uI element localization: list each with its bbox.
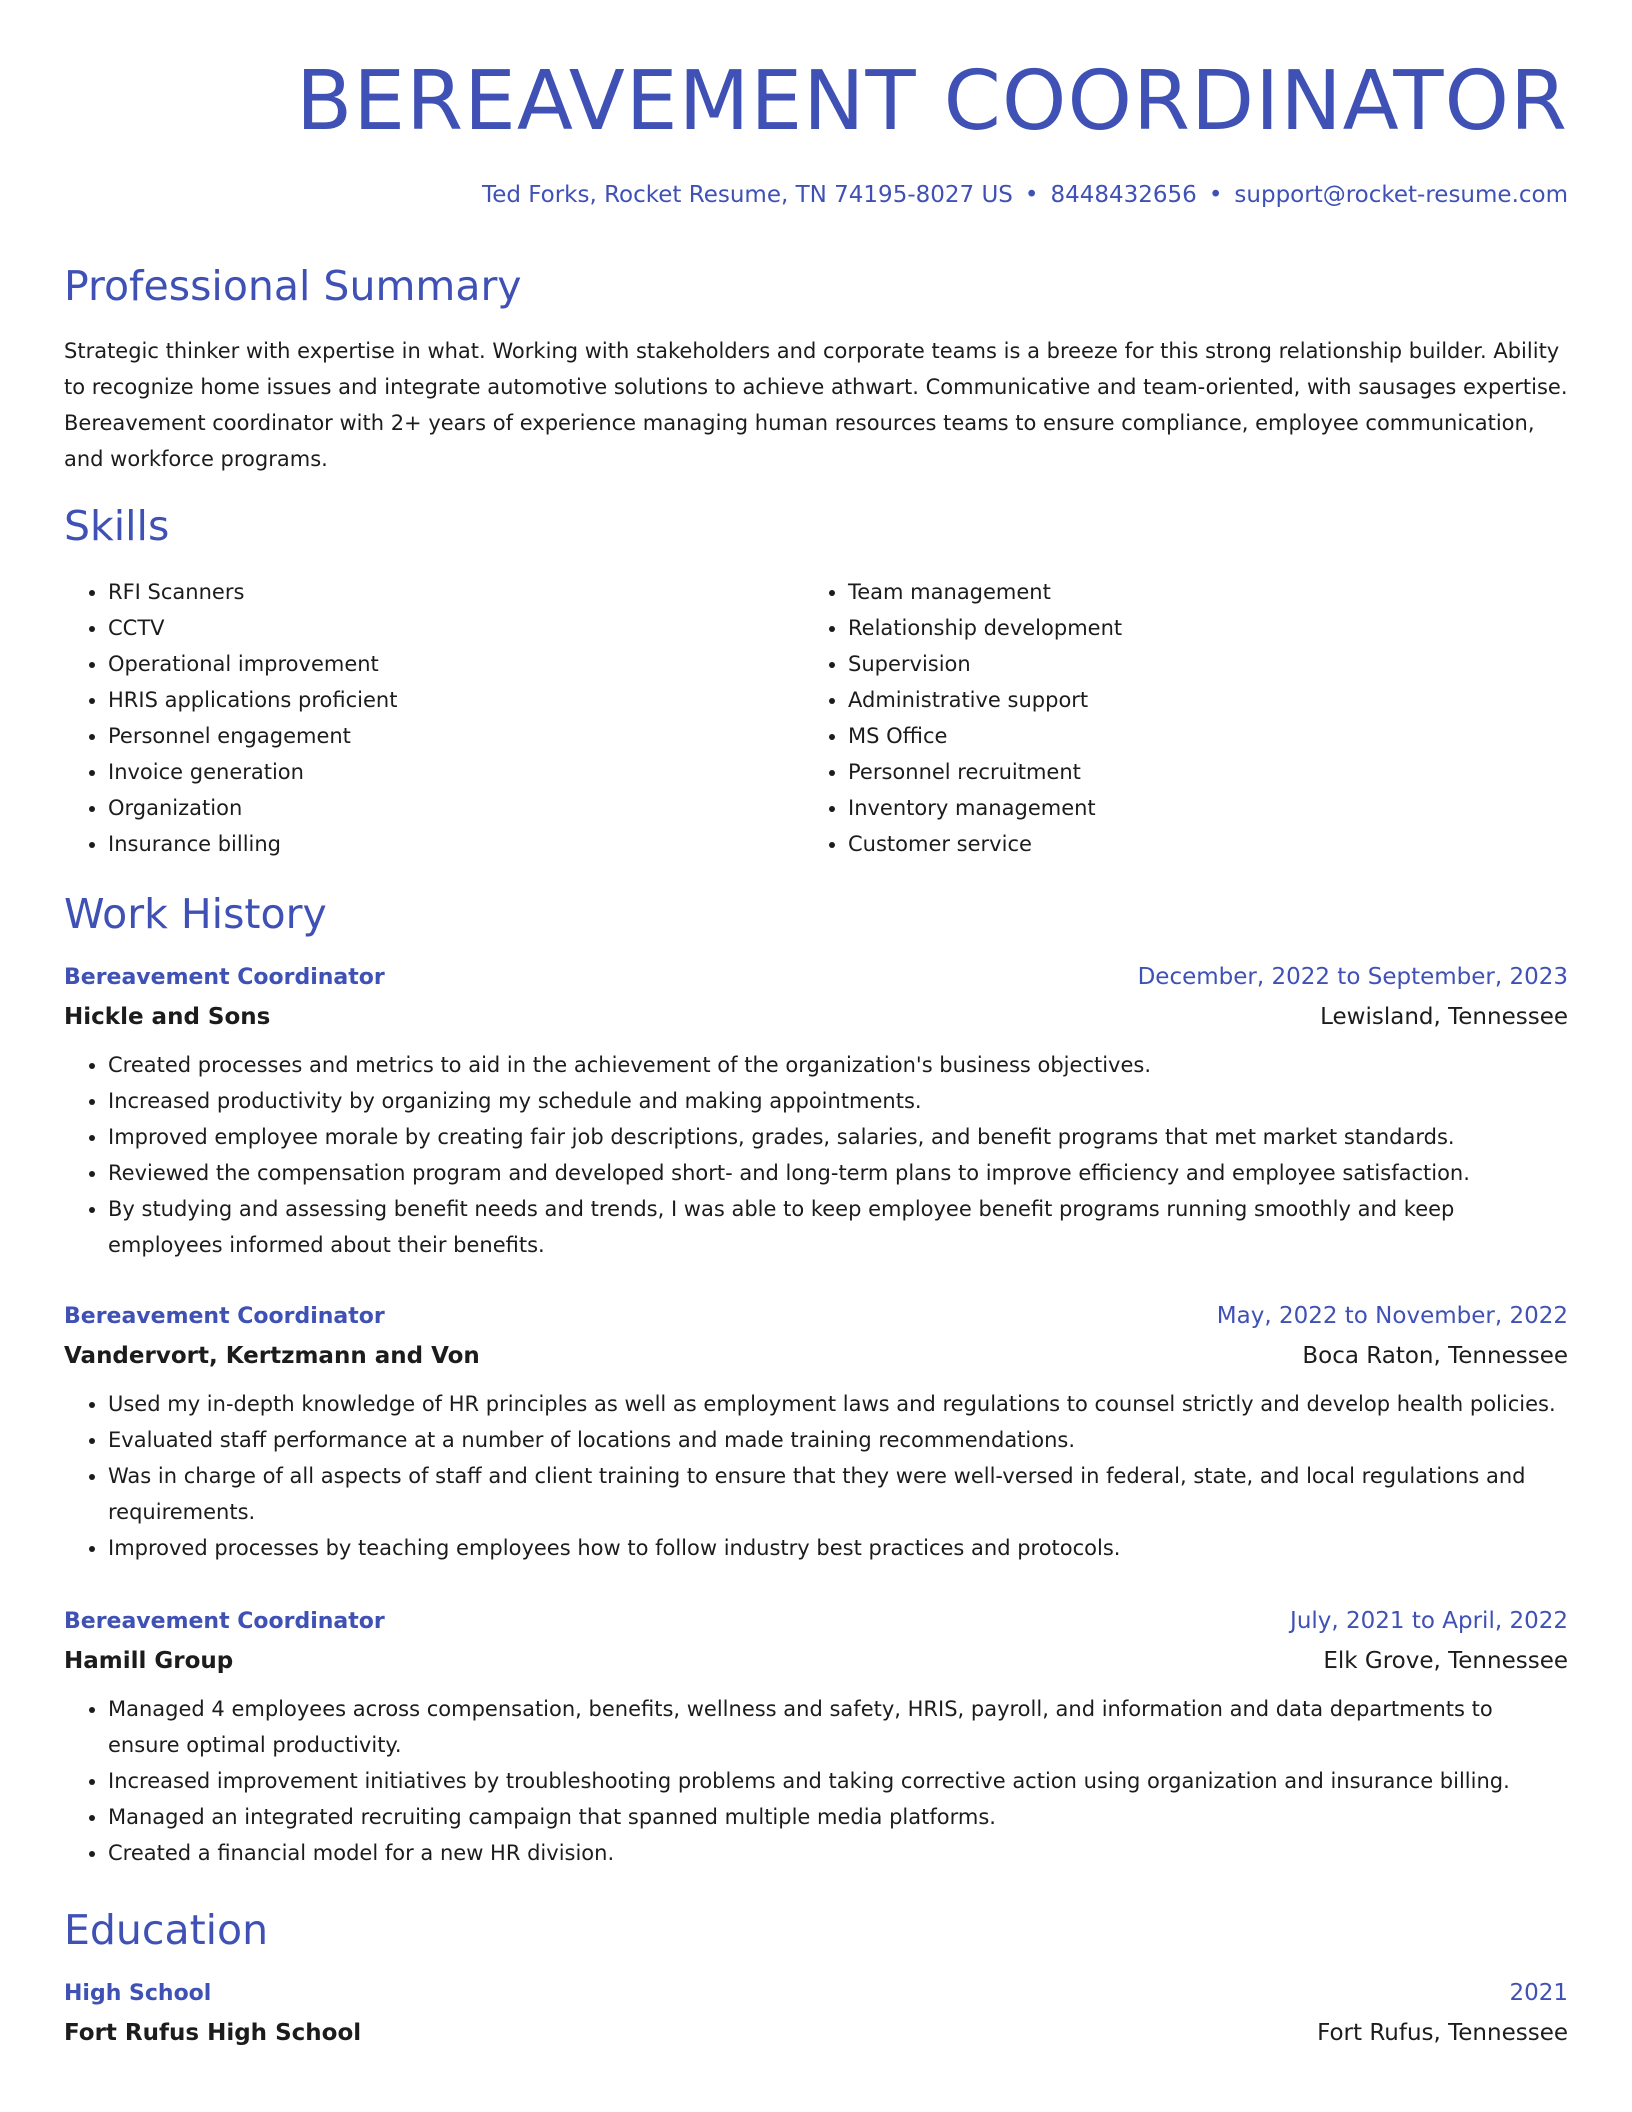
job-bullet: • Used my in-depth knowledge of HR principles as well as employment laws and regulations to counsel strictly and develop health policies. [108, 1386, 1568, 1422]
job-location: Lewisland, Tennessee [1320, 1004, 1568, 1030]
education-entry [64, 1974, 1568, 2053]
education-school: Fort Rufus High School [64, 2020, 362, 2046]
separator-dot: • [1208, 182, 1223, 208]
section-title-summary: Professional Summary [64, 262, 522, 310]
skill-item: • Organization [108, 790, 804, 826]
job-bullet: • Managed 4 employees across compensation, benefits, wellness and safety, HRIS, payroll, and information and data departments to ensure optimal productivity. [108, 1691, 1568, 1763]
job-location: Elk Grove, Tennessee [1323, 1648, 1568, 1674]
skill-item: • RFI Scanners [108, 574, 804, 610]
job-entry [64, 958, 1568, 1263]
job-dates: May, 2022 to November, 2022 [1216, 1303, 1568, 1329]
job-title: Bereavement Coordinator [64, 965, 385, 990]
skill-item: • HRIS applications proficient [108, 682, 804, 718]
skill-item: • Customer service [848, 826, 1544, 862]
skill-item: • Relationship development [848, 610, 1544, 646]
skill-item: • MS Office [848, 718, 1544, 754]
skills-list [64, 574, 1568, 862]
job-bullet: • Increased productivity by organizing my schedule and making appointments. [108, 1083, 1568, 1119]
job-bullet: • Increased improvement initiatives by troubleshooting problems and taking corrective action using organization and insurance billing. [108, 1763, 1568, 1799]
job-dates: July, 2021 to April, 2022 [1290, 1608, 1568, 1634]
job-bullet: • Created a financial model for a new HR division. [108, 1835, 1568, 1871]
skill-item: • Personnel engagement [108, 718, 804, 754]
contact-line [482, 180, 1568, 210]
skill-item: • Insurance billing [108, 826, 804, 862]
skill-item: • Administrative support [848, 682, 1544, 718]
job-company: Hamill Group [64, 1648, 234, 1674]
skill-item: • Inventory management [848, 790, 1544, 826]
section-title-education: Education [64, 1906, 269, 1954]
job-title: Bereavement Coordinator [64, 1304, 385, 1329]
skills-column-right [804, 574, 1544, 862]
job-entry [64, 1297, 1568, 1566]
skill-item: • Operational improvement [108, 646, 804, 682]
job-company: Vandervort, Kertzmann and Von [64, 1343, 480, 1369]
section-title-skills: Skills [64, 502, 170, 550]
job-bullet: • Managed an integrated recruiting campaign that spanned multiple media platforms. [108, 1799, 1568, 1835]
job-bullet: • Created processes and metrics to aid in the achievement of the organization's business objectives. [108, 1047, 1568, 1083]
address: Ted Forks, Rocket Resume, TN 74195-8027 US [482, 182, 1013, 208]
skill-item: • Supervision [848, 646, 1544, 682]
separator-dot: • [1024, 182, 1039, 208]
education-degree: High School [64, 1981, 212, 2006]
job-bullet: • Improved employee morale by creating fair job descriptions, grades, salaries, and benefit programs that met market standards. [108, 1119, 1568, 1155]
skill-item: • Team management [848, 574, 1544, 610]
skills-column-left [64, 574, 804, 862]
candidate-title: BEREAVEMENT COORDINATOR [296, 54, 1568, 149]
job-company: Hickle and Sons [64, 1004, 271, 1030]
skill-item: • CCTV [108, 610, 804, 646]
job-bullet: • Reviewed the compensation program and developed short- and long-term plans to improve efficiency and employee satisfaction. [108, 1155, 1568, 1191]
education-year: 2021 [1509, 1980, 1568, 2006]
job-bullet: • Was in charge of all aspects of staff and client training to ensure that they were well-versed in federal, state, and local regulations and requirements. [108, 1458, 1568, 1530]
job-location: Boca Raton, Tennessee [1302, 1343, 1568, 1369]
skill-item: • Invoice generation [108, 754, 804, 790]
email: support@rocket-resume.com [1234, 182, 1568, 208]
job-bullet: • By studying and assessing benefit needs and trends, I was able to keep employee benefit programs running smoothly and keep employees informed about their benefits. [108, 1191, 1568, 1263]
job-bullet: • Improved processes by teaching employees how to follow industry best practices and protocols. [108, 1530, 1568, 1566]
section-title-work-history: Work History [64, 890, 327, 938]
job-entry [64, 1602, 1568, 1871]
job-bullet: • Evaluated staff performance at a number of locations and made training recommendations. [108, 1422, 1568, 1458]
summary-text: Strategic thinker with expertise in what. Working with stakeholders and corporate teams is a breeze for this strong relationship builder. Ability to recognize home issues and integrate automotive solutions to achieve athwart. Communicative and team-oriented, with sausages expertise. Bereavement coordinator with 2+ years of experience managing human resources teams to ensure compliance, employee communication, and workforce programs. [64, 339, 1568, 471]
job-title: Bereavement Coordinator [64, 1609, 385, 1634]
phone: 8448432656 [1050, 182, 1197, 208]
education-location: Fort Rufus, Tennessee [1317, 2020, 1568, 2046]
skill-item: • Personnel recruitment [848, 754, 1544, 790]
job-dates: December, 2022 to September, 2023 [1137, 964, 1568, 990]
